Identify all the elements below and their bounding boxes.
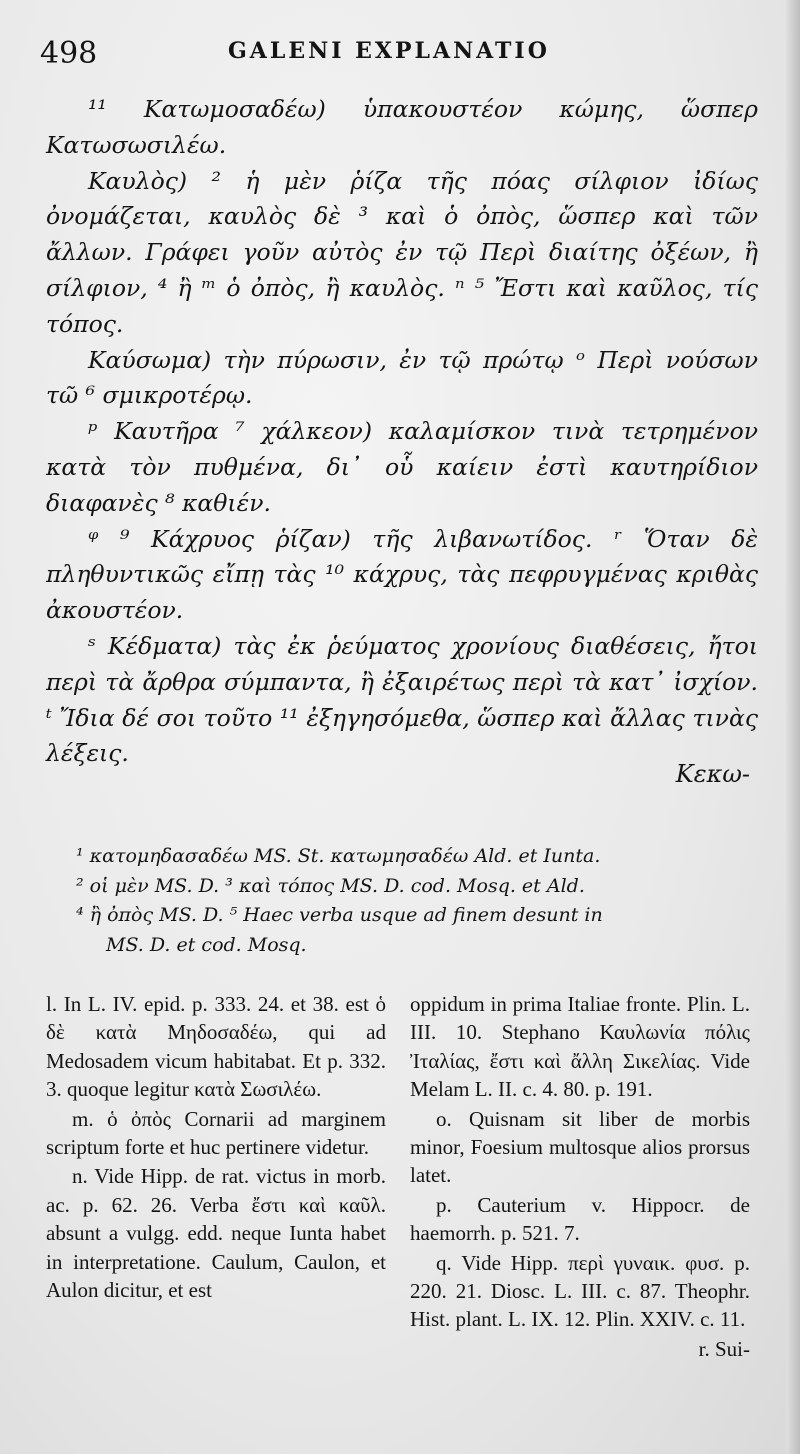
commentary-note: m. ὁ ὀπὸς Cornarii ad marginem scriptum forte et huc pertinere videtur. <box>46 1106 386 1160</box>
critical-note-line: ² οἱ μὲν MS. D. ³ καὶ τόπος MS. D. cod. Mosq. et Ald. <box>76 874 585 897</box>
greek-paragraph: ¹¹ Κατωμοσαδέω) ὑπακουστέον κώμης, ὥσπερ Κατωσωσιλέω. <box>46 95 758 159</box>
greek-paragraph: ᵠ ⁹ Κάχρυος ῥίζαν) τῆς λιβανωτίδος. ʳ Ὅταν δὲ πληθυντικῶς εἴπῃ τὰς ¹⁰ κάχρυς, τὰς πεφρυγμένας κριθὰς ἀκουστέον. <box>46 524 758 625</box>
commentary-catchword: r. Sui- <box>698 1336 750 1361</box>
commentary-right-column <box>410 990 750 1364</box>
commentary-note: q. Vide Hipp. περὶ γυναικ. φυσ. p. 220. 21. Diosc. L. III. c. 87. Theophr. Hist. plant. L. IX. 12. Plin. XXIV. c. 11. <box>410 1250 750 1332</box>
running-head: GALENI EXPLANATIO <box>228 38 550 64</box>
page-edge-shadow <box>786 0 800 1454</box>
commentary-note: l. In L. IV. epid. p. 333. 24. et 38. est ὁ δὲ κατὰ Μηδοσαδέω, qui ad Medosadem vicum habitabat. Et p. 332. 3. quoque legitur κατὰ Σωσιλέω. <box>46 992 386 1102</box>
commentary-left-column <box>46 990 386 1305</box>
commentary-note: n. Vide Hipp. de rat. victus in morb. ac. p. 62. 26. Verba ἔστι καὶ καῦλ. absunt a vulgg. edd. neque Iunta habet in interpretatione. Caulum, Caulon, et Aulon dicitur, et est <box>46 1164 386 1303</box>
critical-note-line: ¹ κατομηδασαδέω MS. St. κατωμησαδέω Ald. et Iunta. <box>76 845 601 867</box>
critical-note-line: ⁴ ἢ ὀπὸς MS. D. ⁵ Haec verba usque ad finem desunt in <box>76 904 603 926</box>
catchword: Κεκω- <box>675 760 750 788</box>
critical-notes <box>76 842 752 960</box>
greek-main-text <box>46 92 758 772</box>
commentary-note: p. Cauterium v. Hippocr. de haemorrh. p. 521. 7. <box>410 1192 750 1246</box>
page-number: 498 <box>40 36 98 71</box>
greek-paragraph: ˢ Κέδματα) τὰς ἐκ ῥεύματος χρονίους διαθέσεις, ἤτοι περὶ τὰ ἄρθρα σύμπαντα, ἢ ἐξαιρέτως περὶ τὰ κατ᾽ ἰσχίον. ᵗ Ἴδια δέ σοι τοῦτο ¹¹ ἐξηγησόμεθα, ὥσπερ καὶ ἄλλας τινὰς λέξεις. <box>46 631 758 768</box>
greek-paragraph: Καύσωμα) τὴν πύρωσιν, ἐν τῷ πρώτῳ ᵒ Περὶ νούσων τῶ ⁶ σμικροτέρῳ. <box>46 345 758 410</box>
commentary-note: o. Quisnam sit liber de morbis minor, Foesium multosque alios prorsus latet. <box>410 1106 750 1188</box>
greek-paragraph: ᵖ Καυτῆρα ⁷ χάλκεον) καλαμίσκον τινὰ τετρημένον κατὰ τὸν πυθμένα, δι᾽ οὗ καίειν ἐστὶ καυτηρίδιον διαφανὲς ⁸ καθιέν. <box>46 417 758 517</box>
critical-note-line: MS. D. et cod. Mosq. <box>106 933 307 956</box>
commentary-note: oppidum in prima Italiae fronte. Plin. L. III. 10. Stephano Καυλωνία πόλις Ἰταλίας, ἔστι καὶ ἄλλη Σικελίας. Vide Melam L. II. c. 4. 80. p. 191. <box>410 992 750 1102</box>
greek-paragraph: Καυλὸς) ² ἡ μὲν ῥίζα τῆς πόας σίλφιον ἰδίως ὀνομάζεται, καυλὸς δὲ ³ καὶ ὁ ὀπὸς, ὥσπερ καὶ τῶν ἄλλων. Γράφει γοῦν αὐτὸς ἐν τῷ Περὶ διαίτης ὀξέων, ἢ σίλφιον, ⁴ ἢ ᵐ ὁ ὀπὸς, ἢ καυλὸς. ⁿ ⁵ Ἔστι καὶ καῦλος, τίς τόπος. <box>46 166 758 338</box>
